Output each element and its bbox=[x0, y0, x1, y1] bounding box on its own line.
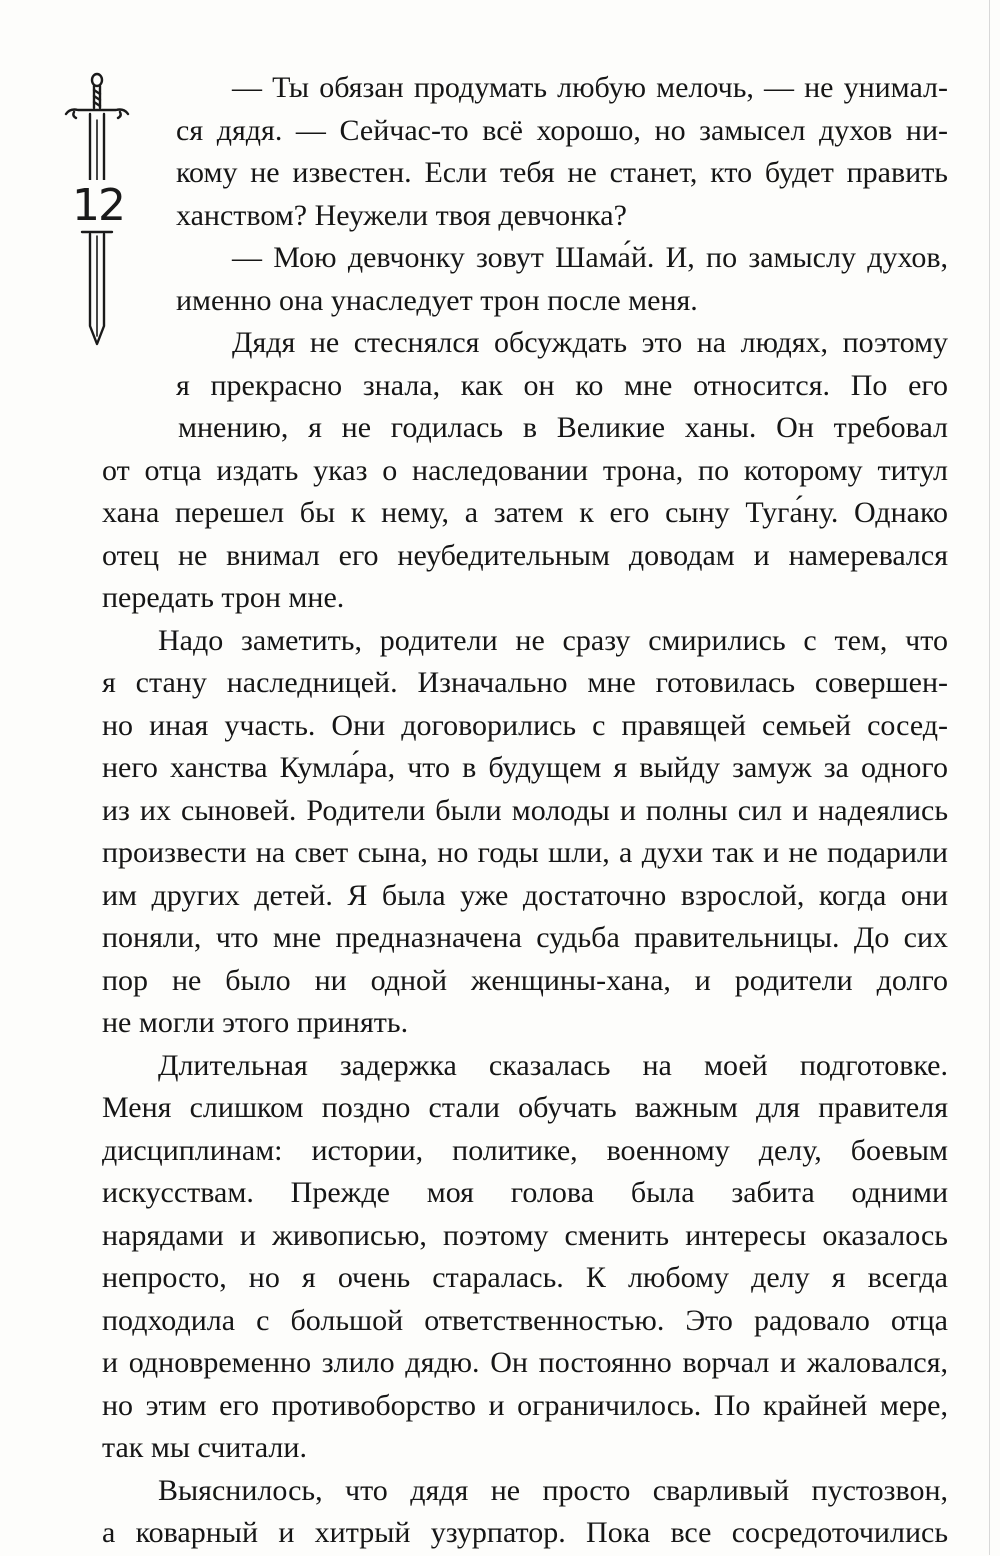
text-line: поняли, что мне предназначена судьба правительницы. До сих bbox=[102, 921, 948, 954]
text-line: пор не было ни одной женщины-хана, и родители долго bbox=[102, 963, 948, 997]
text-line: непросто, но я очень старалась. К любому делу я всегда bbox=[102, 1261, 948, 1294]
text-line: него ханства Кумла́ра, что в будущем я выйду замуж за одного bbox=[102, 751, 948, 784]
text-line: нарядами и живописью, поэтому сменить интересы оказалось bbox=[102, 1218, 948, 1252]
text-line: — Ты обязан продумать любую мелочь, — не унимал- bbox=[232, 71, 948, 104]
text-line: от отца издать указ о наследовании трона, по которому титул bbox=[102, 453, 948, 487]
text-line: так мы считали. bbox=[102, 1431, 307, 1464]
text-line: и одновременно злило дядю. Он постоянно ворчал и жаловался, bbox=[102, 1346, 948, 1379]
text-line: произвести на свет сына, но годы шли, а духи так и не подарили bbox=[102, 836, 948, 869]
text-line: Надо заметить, родители не сразу смирились с тем, что bbox=[158, 623, 948, 657]
text-line: ся дядя. — Сейчас-то всё хорошо, но замысел духов ни- bbox=[176, 113, 948, 147]
text-line: Длительная задержка сказалась на моей подготовке. bbox=[158, 1048, 948, 1082]
text-line: именно она унаследует трон после меня. bbox=[176, 283, 698, 317]
text-line: искусствам. Прежде моя голова была забита одними bbox=[102, 1176, 948, 1209]
text-line: Выяснилось, что дядя не просто сварливый пустозвон, bbox=[158, 1473, 948, 1507]
text-line: но этим его противоборство и ограничилось. По крайней мере, bbox=[102, 1388, 948, 1422]
text-line: Меня слишком поздно стали обучать важным для правителя bbox=[102, 1091, 948, 1124]
text-line: кому не известен. Если тебя не станет, кто будет править bbox=[176, 156, 948, 189]
text-line: ханством? Неужели твоя девчонка? bbox=[176, 198, 627, 232]
text-line: не могли этого принять. bbox=[102, 1006, 409, 1039]
page-edge bbox=[989, 0, 990, 1555]
text-line: но иная участь. Они договорились с правящей семьей сосед- bbox=[102, 708, 948, 742]
text-line: — Мою девчонку зовут Шама́й. И, по замыслу духов, bbox=[232, 241, 948, 274]
text-line: хана перешел бы к нему, а затем к его сыну Туга́ну. Однако bbox=[102, 496, 948, 529]
text-line: Дядя не стеснялся обсуждать это на людях, поэтому bbox=[232, 326, 948, 359]
sword-hilt-icon bbox=[60, 70, 134, 180]
text-line: я стану наследницей. Изначально мне готовилась совершен- bbox=[102, 666, 948, 699]
text-line: им других детей. Я была уже достаточно взрослой, когда они bbox=[102, 878, 948, 912]
text-line: я прекрасно знала, как он ко мне относится. По его bbox=[176, 368, 948, 402]
text-line: а коварный и хитрый узурпатор. Пока все сосредоточились bbox=[102, 1516, 948, 1549]
text-line: подходила с большой ответственностью. Это радовало отца bbox=[102, 1303, 948, 1337]
text-line: передать трон мне. bbox=[102, 581, 345, 614]
sword-blade-icon bbox=[80, 228, 114, 346]
text-line: из их сыновей. Родители были молоды и полны сил и надеялись bbox=[102, 793, 948, 827]
text-line: дисциплинам: истории, политике, военному делу, боевым bbox=[102, 1133, 948, 1167]
page-number: 12 bbox=[72, 180, 124, 231]
text-line: отец не внимал его неубедительным доводам и намеревался bbox=[102, 538, 948, 572]
text-line: мнению, я не годилась в Великие ханы. Он требовал bbox=[178, 411, 948, 444]
